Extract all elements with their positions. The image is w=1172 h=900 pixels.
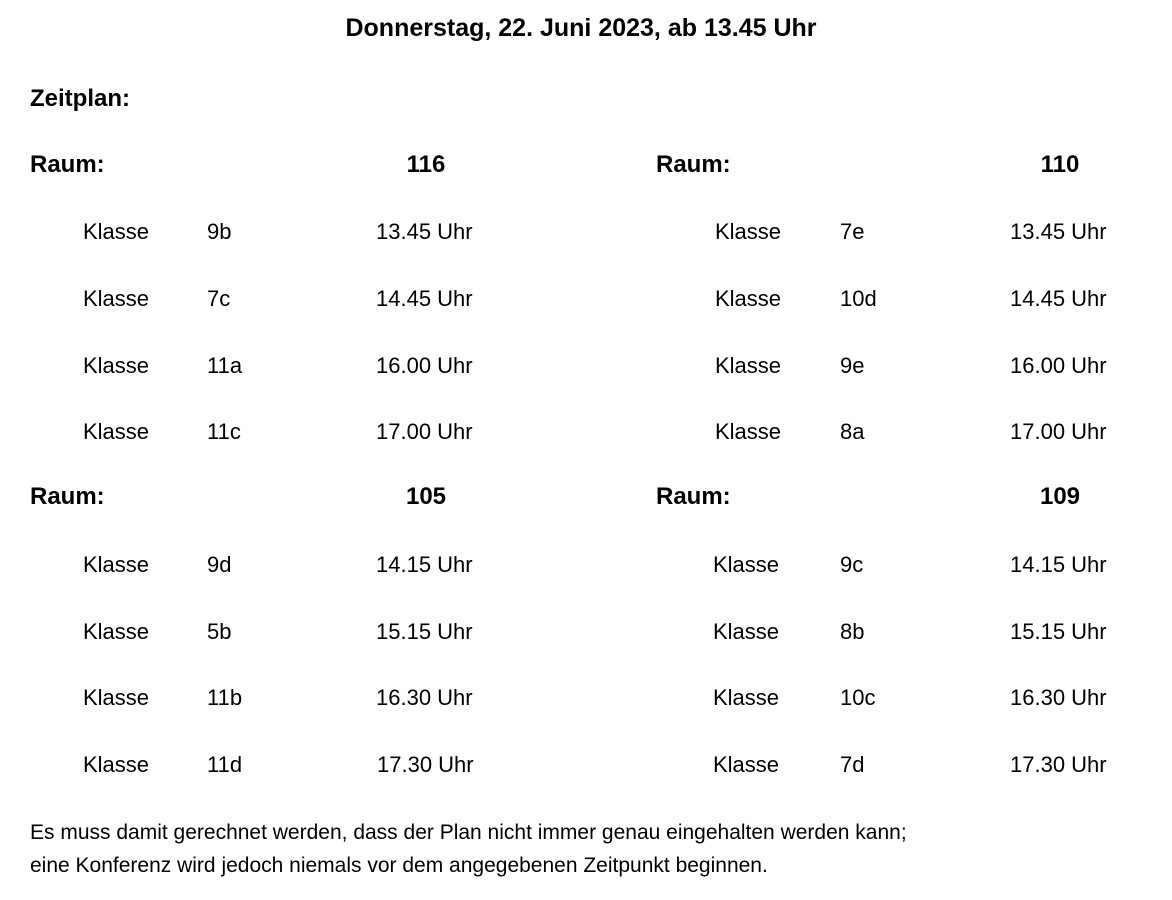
class-name: 11a — [207, 353, 243, 378]
class-label: Klasse — [713, 552, 780, 577]
class-name: 9c — [840, 552, 864, 577]
schedule-entry — [656, 750, 1156, 780]
class-time: 14.15 Uhr — [376, 552, 473, 577]
schedule-note — [30, 816, 907, 882]
class-time: 17.00 Uhr — [1010, 419, 1107, 444]
room-number: 105 — [405, 483, 447, 510]
page-title: Donnerstag, 22. Juni 2023, ab 13.45 Uhr — [345, 14, 817, 42]
room-label: Raum: — [656, 151, 731, 178]
room-header — [30, 483, 550, 517]
room-number: 109 — [1039, 483, 1081, 510]
class-time: 15.15 Uhr — [376, 619, 473, 644]
room-label: Raum: — [656, 483, 731, 510]
class-time: 16.00 Uhr — [1010, 353, 1107, 378]
room-block-105 — [30, 483, 550, 777]
class-label: Klasse — [83, 419, 150, 444]
room-block-109 — [656, 483, 1172, 777]
class-name: 11d — [207, 752, 243, 777]
class-name: 7e — [840, 219, 865, 244]
class-label: Klasse — [713, 619, 780, 644]
class-name: 5b — [207, 619, 232, 644]
class-label: Klasse — [83, 286, 150, 311]
schedule-entry — [30, 750, 550, 780]
class-time: 16.30 Uhr — [1010, 685, 1107, 710]
class-name: 8a — [840, 419, 865, 444]
class-label: Klasse — [83, 752, 150, 777]
schedule-entry — [30, 284, 550, 314]
class-label: Klasse — [713, 685, 780, 710]
class-name: 7c — [207, 286, 231, 311]
schedule-entry — [656, 217, 1156, 247]
room-header — [30, 151, 550, 185]
room-header — [656, 483, 1172, 517]
schedule-entry — [30, 683, 550, 713]
class-label: Klasse — [83, 685, 150, 710]
class-time: 16.30 Uhr — [376, 685, 473, 710]
note-line-2: eine Konferenz wird jedoch niemals vor dem angegebenen Zeitpunkt beginnen. — [30, 854, 768, 877]
class-label: Klasse — [83, 619, 150, 644]
room-number: 110 — [1040, 151, 1080, 178]
class-label: Klasse — [83, 219, 150, 244]
class-time: 14.45 Uhr — [376, 286, 473, 311]
schedule-entry — [656, 683, 1156, 713]
class-label: Klasse — [715, 286, 782, 311]
class-label: Klasse — [715, 353, 782, 378]
class-label: Klasse — [715, 219, 782, 244]
class-name: 7d — [840, 752, 865, 777]
room-block-110 — [656, 151, 1172, 444]
note-line-1: Es muss damit gerechnet werden, dass der Plan nicht immer genau eingehalten werden kann; — [30, 821, 907, 844]
room-label: Raum: — [30, 151, 105, 178]
schedule-entry — [30, 550, 550, 580]
class-label: Klasse — [713, 752, 780, 777]
schedule-entry — [30, 351, 550, 381]
class-name: 11c — [207, 419, 241, 444]
room-number: 116 — [406, 151, 446, 178]
schedule-entry — [656, 351, 1156, 381]
schedule-entry — [30, 217, 550, 247]
class-time: 17.30 Uhr — [1010, 752, 1107, 777]
class-name: 9d — [207, 552, 232, 577]
room-block-116 — [30, 151, 550, 444]
schedule-entry — [656, 550, 1156, 580]
class-time: 15.15 Uhr — [1010, 619, 1107, 644]
schedule-entry — [30, 617, 550, 647]
class-time: 14.15 Uhr — [1010, 552, 1107, 577]
schedule-entry — [30, 417, 550, 447]
room-header — [656, 151, 1172, 185]
class-time: 13.45 Uhr — [1010, 219, 1107, 244]
schedule-entry — [656, 284, 1156, 314]
class-name: 11b — [207, 685, 243, 710]
class-name: 10c — [840, 685, 876, 710]
class-time: 13.45 Uhr — [376, 219, 473, 244]
class-label: Klasse — [83, 353, 150, 378]
class-label: Klasse — [715, 419, 782, 444]
class-name: 8b — [840, 619, 865, 644]
class-label: Klasse — [83, 552, 150, 577]
class-time: 16.00 Uhr — [376, 353, 473, 378]
class-name: 9b — [207, 219, 232, 244]
schedule-entry — [656, 617, 1156, 647]
class-time: 17.30 Uhr — [377, 752, 474, 777]
class-time: 14.45 Uhr — [1010, 286, 1107, 311]
room-label: Raum: — [30, 483, 105, 510]
schedule-entry — [656, 417, 1156, 447]
schedule-heading: Zeitplan: — [30, 85, 130, 112]
class-name: 10d — [840, 286, 877, 311]
class-time: 17.00 Uhr — [376, 419, 473, 444]
class-name: 9e — [840, 353, 865, 378]
